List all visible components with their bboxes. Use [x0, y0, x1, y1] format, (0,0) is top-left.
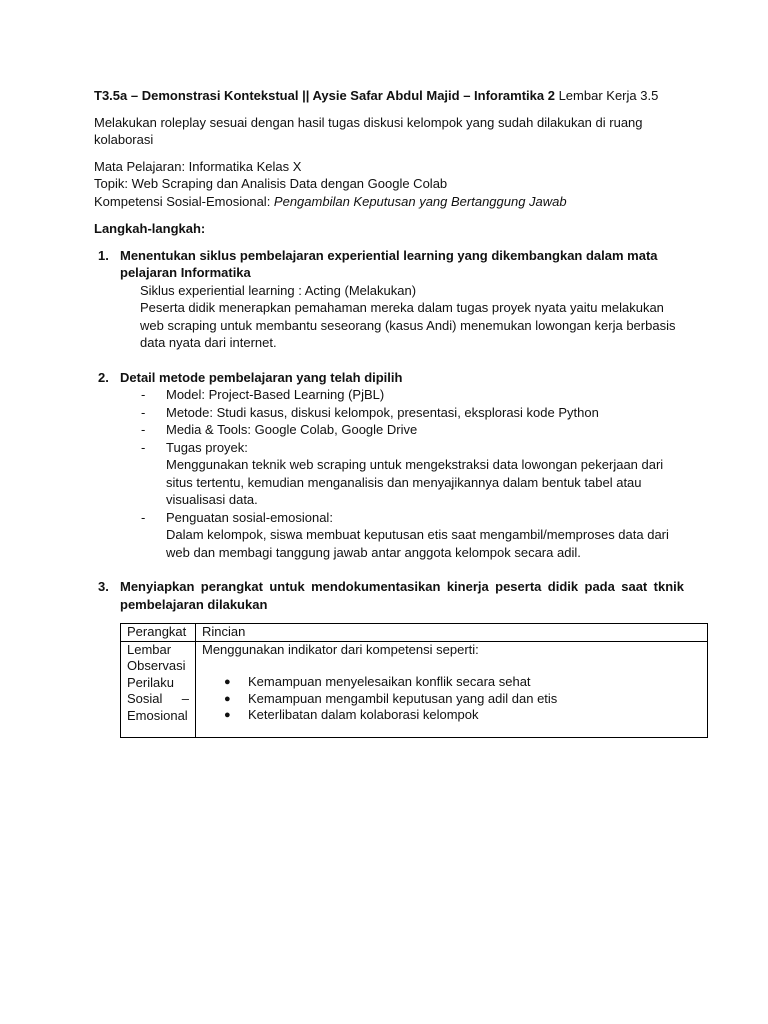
indicator-list — [202, 674, 701, 724]
competency-label: Kompetensi Sosial-Emosional: — [94, 193, 274, 209]
list-item-text: Metode: Studi kasus, diskusi kelompok, presentasi, eksplorasi kode Python — [166, 404, 599, 420]
tool-line: Perilaku — [127, 674, 174, 690]
learning-cycle: Siklus experiential learning : Acting (Melakukan) — [140, 282, 417, 298]
bullet-icon: ● — [224, 692, 231, 705]
tool-line: Sosial – — [127, 691, 189, 706]
list-item — [120, 421, 684, 439]
list-item-detail: Menggunakan teknik web scraping untuk mengekstraksi data lowongan pekerjaan dari situs tertentu, kemudian menganalisis dan menyajikannya dalam bentuk tabel atau visualisasi data. — [166, 457, 664, 507]
list-item — [202, 674, 701, 691]
table-cell-tool — [121, 641, 196, 737]
list-item — [120, 404, 684, 422]
step-title: Menentukan siklus pembelajaran experiential learning yang dikembangkan dalam mata pelajaran Informatika — [120, 247, 658, 280]
tools-table — [120, 623, 708, 738]
lesson-meta — [94, 158, 684, 211]
table-header-row — [121, 624, 708, 642]
method-list — [120, 386, 684, 561]
table-header-cell: Perangkat — [121, 624, 196, 642]
step-number: 1. — [98, 247, 109, 263]
step-number: 3. — [98, 579, 109, 594]
steps-heading: Langkah-langkah: — [94, 221, 206, 236]
step-title: Menyiapkan perangkat untuk mendokumentasikan kinerja peserta didik pada saat tknik pembelajaran dilakukan — [120, 579, 684, 612]
step-1 — [94, 247, 684, 352]
step-1-body: Peserta didik menerapkan pemahaman mereka dalam tugas proyek nyata yaitu melakukan web scraping untuk membantu seseorang (kasus Andi) menemukan lowongan kerja berbasis data nyata dari internet. — [140, 300, 676, 350]
document-page — [94, 87, 684, 738]
list-item-text: Kemampuan mengambil keputusan yang adil dan etis — [248, 690, 558, 706]
list-item-text: Model: Project-Based Learning (PjBL) — [166, 387, 385, 402]
table-cell-detail — [196, 641, 708, 737]
step-3 — [94, 578, 684, 613]
bullet-icon: ● — [224, 709, 231, 721]
list-item-text: Kemampuan menyelesaikan konflik secara sehat — [248, 674, 531, 689]
competency-value: Pengambilan Keputusan yang Bertanggung Jawab — [273, 193, 567, 209]
list-item — [202, 707, 701, 724]
dash-marker: - — [141, 404, 146, 420]
document-title — [94, 87, 684, 105]
dash-marker: - — [141, 422, 146, 437]
step-title: Detail metode pembelajaran yang telah dipilih — [120, 369, 403, 385]
list-item — [202, 691, 701, 708]
tool-line: Lembar — [127, 641, 172, 657]
list-item-text: Tugas proyek: — [166, 439, 248, 455]
bullet-icon: ● — [224, 676, 231, 688]
competency-line — [94, 193, 684, 211]
tool-line: Observasi — [127, 658, 186, 673]
topic-line: Topik: Web Scraping dan Analisis Data dengan Google Colab — [94, 176, 448, 191]
title-normal: Lembar Kerja 3.5 — [554, 88, 659, 103]
steps-list — [94, 247, 684, 614]
list-item-detail: Dalam kelompok, siswa membuat keputusan etis saat mengambil/memproses data dari web dan membagi tanggung jawab antar anggota kelompok secara adil. — [166, 527, 669, 560]
task-description: Melakukan roleplay sesuai dengan hasil tugas diskusi kelompok yang sudah dilakukan di ruang kolaborasi — [94, 114, 643, 147]
table-row — [121, 641, 708, 737]
list-item — [120, 439, 684, 509]
list-item — [120, 509, 684, 562]
dash-marker: - — [141, 387, 146, 402]
list-item-text: Keterlibatan dalam kolaborasi kelompok — [248, 707, 479, 722]
list-item — [120, 386, 684, 404]
dash-marker: - — [141, 439, 146, 455]
dash-marker: - — [141, 509, 146, 525]
step-number: 2. — [98, 369, 109, 385]
title-bold: T3.5a – Demonstrasi Kontekstual || Aysie Safar Abdul Majid – Inforamtika 2 — [94, 88, 555, 103]
indicator-intro: Menggunakan indikator dari kompetensi seperti: — [202, 641, 479, 657]
tool-line: Emosional — [127, 707, 188, 723]
list-item-text: Penguatan sosial-emosional: — [166, 509, 333, 525]
table-header-cell: Rincian — [196, 624, 708, 642]
list-item-text: Media & Tools: Google Colab, Google Drive — [166, 422, 418, 437]
step-2 — [94, 369, 684, 562]
subject-line: Mata Pelajaran: Informatika Kelas X — [94, 158, 302, 174]
step-1-content — [120, 282, 684, 352]
